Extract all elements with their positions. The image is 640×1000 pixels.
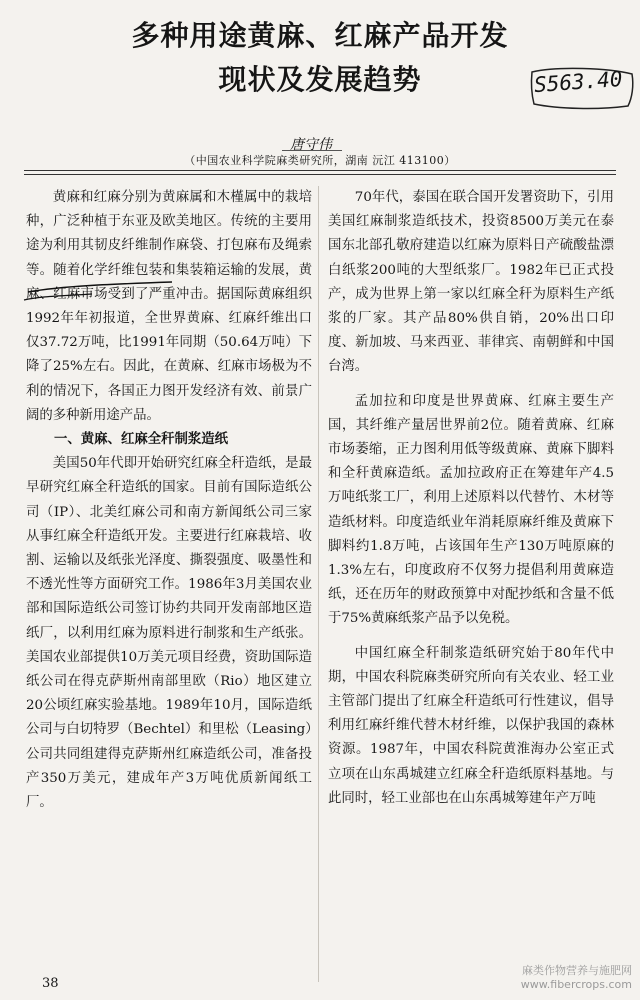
paragraph: 70年代，泰国在联合国开发署资助下，引用美国红麻制浆造纸技术，投资8500万美元在泰国东北部孔敬府建造以红麻为原料日产硫酸盐漂白纸浆200吨的大型纸浆厂。1982年已正式投产，成为世界上第一家以红麻全秆为原料生产纸浆的厂家。其产品80%供自销，20%出口印度、新加坡、马来西亚、菲律宾、南朝鲜和中国台湾。 [328,190,614,375]
right-column [328,186,614,811]
page-number: 38 [42,976,59,991]
pen-underline-mark-icon [22,256,322,326]
watermark [521,964,632,992]
watermark-line-2: www.fibercrops.com [520,978,632,991]
header-divider-bottom [24,174,616,175]
handwritten-classification-note: S563.40 [533,66,624,98]
author-underline [282,150,342,151]
author-name: 唐守伟 [290,137,332,153]
header-divider-top [24,170,616,171]
paragraph: 美国50年代即开始研究红麻全秆造纸，是最早研究红麻全秆造纸的国家。目前有国际造纸公司（IP）、北美红麻公司和南方新闻纸公司三家从事红麻全秆造纸开发。主要进行红麻栽培、收割、运输以及纸张光泽度、撕裂强度、吸墨性和不透光性等方面研究工作。1986年3月美国农业部和国际造纸公司签订协约共同开发南部地区造纸厂，以利用红麻为原料进行制浆和生产纸张。美国农业部提供10万美元项目经费，资助国际造纸公司在得克萨斯州南部里欧（Rio）地区建立20公顷红麻实验基地。1989年10月，国际造纸公司与白切特罗（Bechtel）和里松（Leasing）公司共同组建得克萨斯州红麻造纸公司，准备投产350万美元，建成年产3万吨优质新闻纸工厂。 [26,456,312,811]
author-affiliation: （中国农业科学院麻类研究所，湖南 沅江 413100） [184,154,456,167]
paragraph: 中国红麻全秆制浆造纸研究始于80年代中期，中国农科院麻类研究所向有关农业、轻工业主管部门提出了红麻全秆造纸可行性建议，倡导利用红麻纤维代替木材纤维，以保护我国的森林资源。1987年，中国农科院黄淮海办公室正式立项在山东禹城建立红麻全秆造纸原料基地。与此同时，轻工业部也在山东禹城筹建年产万吨 [328,645,614,806]
title-line-2: 现状及发展趋势 [218,63,422,96]
watermark-line-1: 麻类作物营养与施肥网 [522,964,632,977]
title-line-1: 多种用途黄麻、红麻产品开发 [131,19,509,52]
paragraph: 黄麻和红麻分别为黄麻属和木槿属中的栽培种，广泛种植于东亚及欧美地区。传统的主要用途为利用其韧皮纤维制作麻袋、打包麻布及绳索等。随着化学纤维包装和集装箱运输的发展，黄麻、红麻市场受到了严重冲击。据国际黄麻组织1992年年初报道，全世界黄麻、红麻纤维出口仅37.72万吨，比1991年同期（50.64万吨）下降了25%左右。因此，在黄麻、红麻市场极为不利的情况下，各国正力图开发经济有效、前景广阔的多种新用途产品。 [26,190,312,423]
paragraph: 孟加拉和印度是世界黄麻、红麻主要生产国，其纤维产量居世界前2位。随着黄麻、红麻市场萎缩，正力图利用低等级黄麻、黄麻下脚料和全秆黄麻造纸。孟加拉政府正在筹建年产4.5万吨纸浆工厂，利用上述原料以代替竹、木材等造纸材料。印度造纸业年消耗原麻纤维及黄麻下脚料约1.8万吨，占该国年生产130万吨原麻的1.3%左右，印度政府不仅努力提倡利用黄麻造纸，还在历年的财政预算中对配抄纸和含量不低于75%黄麻纸浆产品予以免税。 [328,393,614,627]
section-heading: 一、黄麻、红麻全秆制浆造纸 [54,432,229,448]
